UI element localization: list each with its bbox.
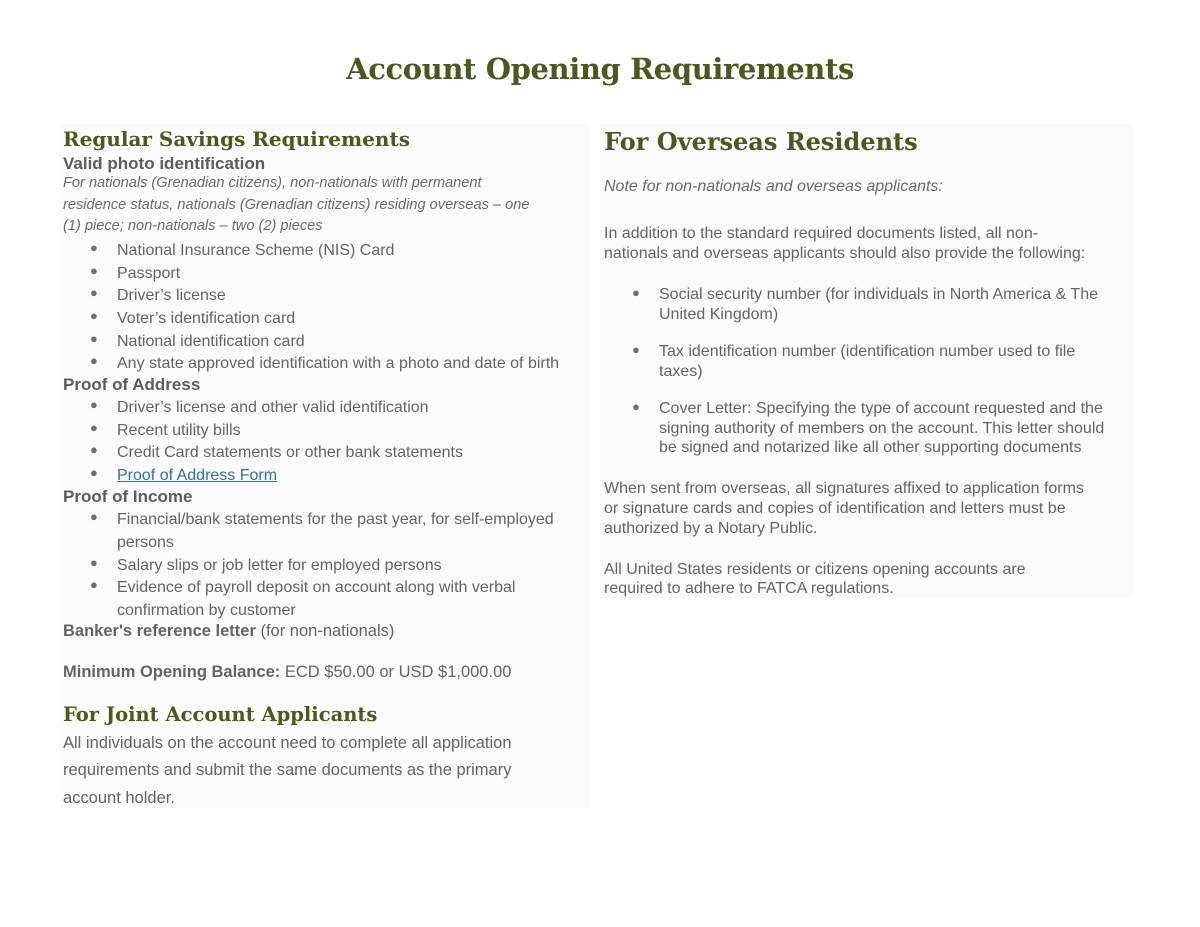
signatures-line: When sent from overseas, all signatures affixed to application forms <box>604 480 1084 497</box>
proof-of-income-heading: Proof of Income <box>63 487 193 506</box>
overseas-intro-line: In addition to the standard required documents listed, all non- <box>604 225 1039 242</box>
bullet-icon: ● <box>90 308 98 323</box>
bullet-icon: ● <box>90 353 98 368</box>
photo-id-note-line: residence status, nationals (Grenadian citizens) residing overseas – one <box>63 197 530 213</box>
bullet-icon: ● <box>90 442 98 457</box>
page-title: Account Opening Requirements <box>346 52 854 86</box>
bullet-icon: ● <box>90 509 98 524</box>
proof-of-address-form-link[interactable]: Proof of Address Form <box>117 467 278 484</box>
photo-id-note-line: For nationals (Grenadian citizens), non-nationals with permanent <box>63 175 482 191</box>
bullet-icon: ● <box>90 240 98 255</box>
fatca-line: required to adhere to FATCA regulations. <box>604 580 894 597</box>
bullet-icon: ● <box>632 399 640 414</box>
photo-id-note-line: (1) piece; non-nationals – two (2) pieces <box>63 218 323 234</box>
bullet-icon: ● <box>90 285 98 300</box>
bullet-icon: ● <box>90 577 98 592</box>
bullet-icon: ● <box>90 465 98 480</box>
bullet-icon: ● <box>90 555 98 570</box>
overseas-intro-line: nationals and overseas applicants should also provide the following: <box>604 245 1086 262</box>
photo-id-heading: Valid photo identification <box>63 154 266 173</box>
overseas-note: Note for non-nationals and overseas applicants: <box>604 178 943 195</box>
bullet-icon: ● <box>632 342 640 357</box>
joint-account-text-line: account holder. <box>63 789 175 807</box>
regular-savings-heading: Regular Savings Requirements <box>63 127 410 151</box>
bullet-icon: ● <box>90 420 98 435</box>
fatca-line: All United States residents or citizens opening accounts are <box>604 561 1026 578</box>
bankers-reference: Banker's reference letter (for non-nationals) <box>63 622 395 640</box>
bullet-icon: ● <box>632 285 640 300</box>
joint-account-heading: For Joint Account Applicants <box>63 703 378 726</box>
joint-account-text-line: requirements and submit the same documents as the primary <box>63 761 512 779</box>
overseas-heading: For Overseas Residents <box>604 127 918 156</box>
signatures-line: or signature cards and copies of identification and letters must be <box>604 500 1066 517</box>
signatures-line: authorized by a Notary Public. <box>604 520 818 537</box>
proof-of-address-heading: Proof of Address <box>63 375 201 394</box>
minimum-opening-balance: Minimum Opening Balance: ECD $50.00 or USD $1,000.00 <box>63 663 512 681</box>
bullet-icon: ● <box>90 331 98 346</box>
joint-account-text-line: All individuals on the account need to complete all application <box>63 734 512 752</box>
bullet-icon: ● <box>90 263 98 278</box>
bullet-icon: ● <box>90 397 98 412</box>
